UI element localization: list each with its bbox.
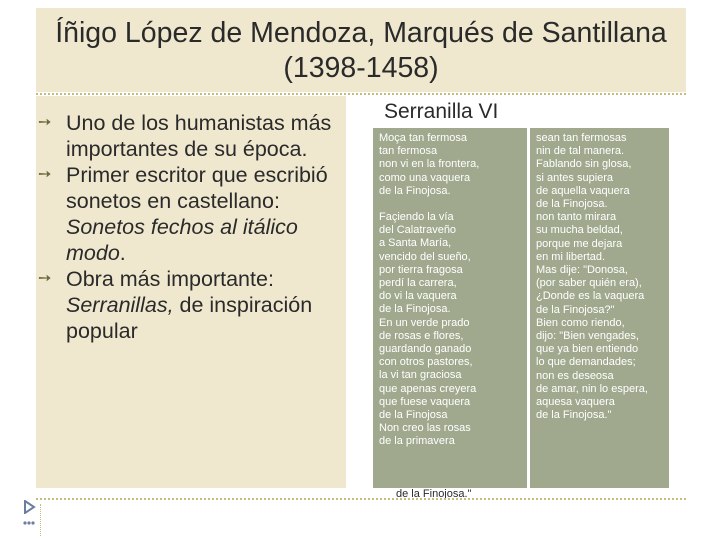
poem-column-1 [373, 128, 527, 488]
bullet-item [38, 162, 348, 266]
poem-line: de aquella vaquera [536, 184, 630, 197]
bullet-text-after: . [119, 241, 126, 265]
poem-line: Moça tan fermosa [379, 132, 468, 144]
poem-line: de la Finojosa?" [536, 303, 615, 316]
poem-line: tan fermosa [379, 145, 438, 158]
poem-line: del Calatraveño [379, 224, 457, 237]
divider-top [36, 93, 686, 95]
poem-line [379, 198, 521, 211]
poem-line: En un verde prado [379, 316, 470, 329]
poem-line: (por saber quién era), [536, 277, 642, 290]
poem-line: que fuese vaquera [379, 395, 471, 408]
bullet-text-plain: Primer escritor que escribió sonetos en castellano: [66, 163, 328, 213]
bullet-arrow-icon: ➙ [38, 166, 52, 183]
poem-line: nin de tal manera. [536, 145, 625, 158]
poem-line: a Santa María, [379, 237, 452, 250]
poem-line: ¿Donde es la vaquera [536, 290, 645, 303]
bullet-text-italic: Sonetos fechos al itálico modo [66, 215, 298, 265]
poem-column-2 [530, 128, 669, 488]
dots-icon [22, 516, 36, 530]
poem-line: de la Finojosa [379, 409, 448, 422]
bullet-item [38, 266, 348, 344]
poem-line: dijo: "Bien vengades, [536, 330, 639, 343]
divider-bottom [36, 498, 686, 500]
poem-end-line: de la Finojosa." [396, 488, 472, 500]
poem-line: aquesa vaquera [536, 396, 615, 409]
poem-line: perdí la carrera, [379, 277, 457, 290]
bullet-list [38, 110, 348, 344]
poem-line: con otros pastores, [379, 356, 473, 369]
poem-line: porque me dejara [536, 237, 623, 250]
poem-line: vencido del sueño, [379, 250, 471, 263]
triangle-play-icon [22, 500, 36, 514]
poem-line: de rosas e flores, [379, 329, 464, 342]
poem-line: Façiendo la vía [379, 211, 454, 224]
poem-line: sean tan fermosas [536, 132, 627, 144]
poem-line: Fablando sin glosa, [536, 158, 632, 171]
poem-line: la vi tan graciosa [379, 369, 462, 382]
poem-line: de la primavera [379, 435, 455, 448]
poem-line: Mas dije: "Donosa, [536, 264, 628, 277]
poem-line: Bien como riendo, [536, 316, 625, 329]
poem-line: en mi libertad. [536, 250, 606, 263]
bullet-arrow-icon: ➙ [38, 114, 52, 131]
poem-line: lo que demandades; [536, 356, 636, 369]
bullet-text-italic: Serranillas, [66, 293, 174, 317]
bullet-text-plain: Obra más importante: [66, 267, 274, 291]
poem-line: si antes supiera [536, 171, 614, 184]
poem-line: non tanto mirara [536, 211, 617, 224]
poem-line: de amar, nin lo espera, [536, 382, 648, 395]
poem-title: Serranilla VI [384, 100, 499, 123]
poem-line: de la Finojosa. [379, 184, 451, 197]
poem-line: non vi en la frontera, [379, 158, 480, 171]
poem-line: do vi la vaquera [379, 290, 457, 303]
bullet-text-plain: Uno de los humanistas más importantes de su época. [66, 111, 332, 161]
poem-line: su mucha beldad, [536, 224, 623, 237]
poem-line: que ya bien entiendo [536, 343, 639, 356]
poem-line: guardando ganado [379, 343, 472, 356]
poem-line: de la Finojosa. [536, 198, 608, 211]
slide-title: Íñigo López de Mendoza, Marqués de Santillana (1398-1458) [55, 17, 667, 84]
bullet-item [38, 110, 348, 162]
bullet-arrow-icon: ➙ [38, 270, 52, 287]
poem-line: como una vaquera [379, 171, 471, 184]
bullet-text-after: de inspiración popular [66, 293, 313, 343]
poem-line: non es deseosa [536, 369, 614, 382]
poem-line: de la Finojosa. [379, 303, 451, 316]
poem-line: Non creo las rosas [379, 422, 471, 435]
poem-line: que apenas creyera [379, 382, 477, 395]
poem-line: por tierra fragosa [379, 263, 463, 276]
poem-line: de la Finojosa." [536, 409, 612, 422]
side-dotted-line [40, 504, 41, 536]
